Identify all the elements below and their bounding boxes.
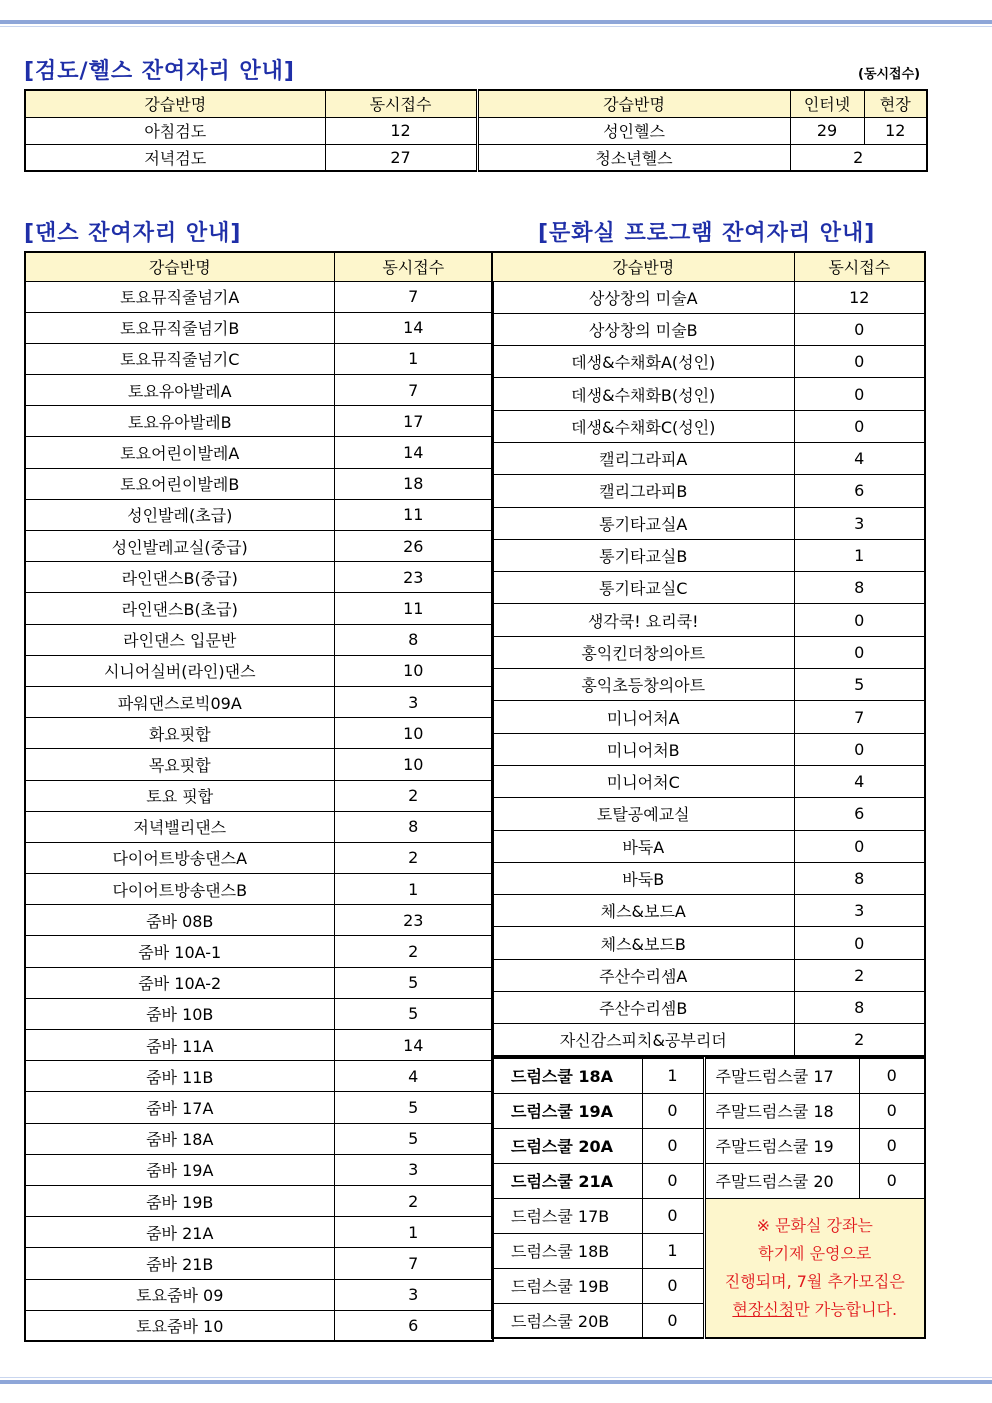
class-name: 줌바 19A xyxy=(25,1154,334,1185)
seat-count: 0 xyxy=(642,1093,704,1128)
class-name: 저녁검도 xyxy=(25,144,325,171)
table-row xyxy=(25,936,493,967)
seat-count: 17 xyxy=(334,406,493,437)
class-name: 줌바 19B xyxy=(25,1185,334,1216)
class-name: 줌바 10A-2 xyxy=(25,967,334,998)
seat-count: 8 xyxy=(334,624,493,655)
class-name: 통기타교실C xyxy=(492,572,794,604)
seat-count: 8 xyxy=(334,811,493,842)
table-row xyxy=(492,475,925,507)
seat-count: 0 xyxy=(794,410,925,442)
seat-count: 12 xyxy=(794,281,925,313)
table-row xyxy=(25,1248,493,1279)
table-row xyxy=(492,539,925,571)
table-row xyxy=(25,375,493,406)
seat-count: 7 xyxy=(794,701,925,733)
class-name: 토요줌바 09 xyxy=(25,1279,334,1310)
seat-count: 4 xyxy=(794,442,925,474)
class-name: 라인댄스B(중급) xyxy=(25,562,334,593)
seat-count: 0 xyxy=(642,1163,704,1198)
seat-count: 3 xyxy=(794,895,925,927)
seat-count: 7 xyxy=(334,1248,493,1279)
table-row xyxy=(492,733,925,765)
class-name: 아침검도 xyxy=(25,117,325,144)
table-row xyxy=(25,1092,493,1123)
table-row xyxy=(25,1185,493,1216)
table-row xyxy=(25,624,493,655)
internet-count: 29 xyxy=(790,117,864,144)
seat-count: 7 xyxy=(334,375,493,406)
table-row xyxy=(492,636,925,668)
kendo-health-note: (동시접수) xyxy=(858,67,921,82)
class-name: 상상창의 미술A xyxy=(492,281,794,313)
class-name: 드럼스쿨 20B xyxy=(492,1303,642,1338)
seat-count: 2 xyxy=(334,1185,493,1216)
class-name: 저녁밸리댄스 xyxy=(25,811,334,842)
table-row xyxy=(492,572,925,604)
class-name: 토요 핏합 xyxy=(25,780,334,811)
kendo-header-class: 강습반명 xyxy=(25,90,325,117)
class-name: 상상창의 미술B xyxy=(492,313,794,345)
class-name: 드럼스쿨 17B xyxy=(492,1198,642,1233)
seat-count: 0 xyxy=(642,1198,704,1233)
dance-title: [댄스 잔여자리 안내] xyxy=(24,221,242,246)
table-row xyxy=(492,895,925,927)
table-row xyxy=(492,927,925,959)
seat-count: 14 xyxy=(334,1030,493,1061)
table-row xyxy=(25,1310,493,1341)
seat-count: 10 xyxy=(334,655,493,686)
seat-count: 1 xyxy=(794,539,925,571)
table-row xyxy=(25,468,493,499)
class-name: 줌바 21A xyxy=(25,1217,334,1248)
seat-count: 4 xyxy=(334,1061,493,1092)
seat-count: 2 xyxy=(334,780,493,811)
table-row xyxy=(25,1154,493,1185)
class-name: 성인발레(초급) xyxy=(25,499,334,530)
table-row xyxy=(492,313,925,345)
seat-count: 4 xyxy=(794,765,925,797)
class-name: 라인댄스 입문반 xyxy=(25,624,334,655)
seat-count: 18 xyxy=(334,468,493,499)
table-row xyxy=(25,437,493,468)
kendo-header-count: 동시접수 xyxy=(325,90,477,117)
table-row xyxy=(25,593,493,624)
seat-count: 0 xyxy=(794,346,925,378)
class-name: 바둑B xyxy=(492,862,794,894)
seat-count: 14 xyxy=(334,437,493,468)
table-row xyxy=(25,343,493,374)
notice-line xyxy=(706,1296,925,1324)
seat-count: 27 xyxy=(325,144,477,171)
seat-count: 2 xyxy=(794,1024,925,1056)
table-row xyxy=(492,701,925,733)
seat-count: 1 xyxy=(334,874,493,905)
seat-count: 11 xyxy=(334,593,493,624)
table-row xyxy=(492,1163,925,1198)
class-name: 토요어린이발레B xyxy=(25,468,334,499)
class-name: 줌바 10A-1 xyxy=(25,936,334,967)
dance-header-count: 동시접수 xyxy=(334,252,493,281)
table-row xyxy=(25,1030,493,1061)
class-name: 통기타교실A xyxy=(492,507,794,539)
class-name: 토요어린이발레A xyxy=(25,437,334,468)
class-name: 줌바 17A xyxy=(25,1092,334,1123)
table-row xyxy=(25,749,493,780)
class-name: 줌바 21B xyxy=(25,1248,334,1279)
seat-count: 5 xyxy=(334,1123,493,1154)
table-row xyxy=(25,718,493,749)
class-name: 데생&수채화C(성인) xyxy=(492,410,794,442)
table-row xyxy=(492,959,925,991)
seat-count: 23 xyxy=(334,905,493,936)
class-name: 화요핏합 xyxy=(25,718,334,749)
table-row xyxy=(25,686,493,717)
class-name: 바둑A xyxy=(492,830,794,862)
class-name: 드럼스쿨 20A xyxy=(492,1128,642,1163)
table-row xyxy=(492,1058,925,1093)
class-name: 토탈공예교실 xyxy=(492,798,794,830)
table-row xyxy=(25,281,493,312)
kendo-health-title: [검도/헬스 잔여자리 안내] xyxy=(24,59,295,84)
dance-header-class: 강습반명 xyxy=(25,252,334,281)
seat-count: 5 xyxy=(334,998,493,1029)
health-header-class: 강습반명 xyxy=(477,90,790,117)
class-name: 줌바 10B xyxy=(25,998,334,1029)
seat-count: 8 xyxy=(794,992,925,1024)
class-name: 미니어처C xyxy=(492,765,794,797)
class-name: 드럼스쿨 19B xyxy=(492,1268,642,1303)
seat-count: 3 xyxy=(334,1279,493,1310)
notice-rest: 만 가능합니다. xyxy=(794,1299,898,1319)
notice-line: ※ 문화실 강좌는 xyxy=(756,1215,873,1235)
culture-header-class: 강습반명 xyxy=(492,252,794,281)
class-name: 토요유아발레B xyxy=(25,406,334,437)
seat-count: 10 xyxy=(334,718,493,749)
seat-count: 1 xyxy=(642,1058,704,1093)
seat-count: 2 xyxy=(794,959,925,991)
class-name: 다이어트방송댄스A xyxy=(25,842,334,873)
seat-count: 7 xyxy=(334,281,493,312)
class-name: 홍익킨더창의아트 xyxy=(492,636,794,668)
combined-count: 2 xyxy=(790,144,927,171)
seat-count: 2 xyxy=(334,842,493,873)
seat-count: 2 xyxy=(334,936,493,967)
table-row xyxy=(25,842,493,873)
table-row xyxy=(25,874,493,905)
seat-count: 0 xyxy=(859,1128,925,1163)
table-row xyxy=(492,862,925,894)
table-row xyxy=(25,1061,493,1092)
table-row xyxy=(25,1217,493,1248)
table-row xyxy=(492,1093,925,1128)
page-top-border xyxy=(0,20,992,24)
seat-count: 0 xyxy=(794,830,925,862)
table-row xyxy=(492,830,925,862)
seat-count: 1 xyxy=(642,1233,704,1268)
seat-count: 1 xyxy=(334,343,493,374)
table-row xyxy=(25,655,493,686)
table-row xyxy=(25,499,493,530)
class-name: 청소년헬스 xyxy=(477,144,790,171)
culture-header-count: 동시접수 xyxy=(794,252,925,281)
seat-count: 1 xyxy=(334,1217,493,1248)
table-row xyxy=(492,669,925,701)
table-row xyxy=(492,507,925,539)
class-name: 토요뮤직줄넘기B xyxy=(25,312,334,343)
kendo-health-table xyxy=(24,89,928,172)
class-name: 캘리그라피A xyxy=(492,442,794,474)
class-name: 성인헬스 xyxy=(477,117,790,144)
class-name: 미니어처B xyxy=(492,733,794,765)
class-name: 통기타교실B xyxy=(492,539,794,571)
class-name: 생각쿡! 요리쿡! xyxy=(492,604,794,636)
page-bottom-border xyxy=(0,1380,992,1384)
seat-count: 6 xyxy=(794,798,925,830)
table-row xyxy=(25,562,493,593)
class-name: 라인댄스B(초급) xyxy=(25,593,334,624)
class-name: 토요뮤직줄넘기A xyxy=(25,281,334,312)
class-name: 드럼스쿨 19A xyxy=(492,1093,642,1128)
notice-underlined: 현장신청 xyxy=(732,1299,795,1319)
health-header-internet: 인터넷 xyxy=(790,90,864,117)
class-name: 체스&보드A xyxy=(492,895,794,927)
class-name: 미니어처A xyxy=(492,701,794,733)
table-row xyxy=(492,765,925,797)
drum-table xyxy=(491,1057,926,1339)
notice-line: 학기제 운영으로 xyxy=(758,1243,872,1263)
table-row xyxy=(492,604,925,636)
seat-count: 0 xyxy=(794,733,925,765)
class-name: 토요뮤직줄넘기C xyxy=(25,343,334,374)
seat-count: 0 xyxy=(794,378,925,410)
dance-table xyxy=(24,251,494,1342)
class-name: 자신감스피치&공부리더 xyxy=(492,1024,794,1056)
class-name: 주말드럼스쿨 19 xyxy=(704,1128,859,1163)
table-row xyxy=(25,780,493,811)
table-row xyxy=(25,1123,493,1154)
seat-count: 0 xyxy=(642,1128,704,1163)
health-header-onsite: 현장 xyxy=(864,90,927,117)
class-name: 다이어트방송댄스B xyxy=(25,874,334,905)
class-name: 주산수리셈A xyxy=(492,959,794,991)
seat-count: 0 xyxy=(859,1093,925,1128)
table-row xyxy=(492,410,925,442)
seat-count: 3 xyxy=(334,1154,493,1185)
seat-count: 8 xyxy=(794,862,925,894)
seat-count: 0 xyxy=(794,604,925,636)
seat-count: 26 xyxy=(334,531,493,562)
class-name: 성인발레교실(중급) xyxy=(25,531,334,562)
table-row xyxy=(25,811,493,842)
class-name: 데생&수채화B(성인) xyxy=(492,378,794,410)
seat-count: 23 xyxy=(334,562,493,593)
table-row xyxy=(492,798,925,830)
class-name: 토요줌바 10 xyxy=(25,1310,334,1341)
class-name: 주말드럼스쿨 20 xyxy=(704,1163,859,1198)
culture-title: [문화실 프로그램 잔여자리 안내] xyxy=(538,221,876,246)
onsite-count: 12 xyxy=(864,117,927,144)
table-row xyxy=(25,144,927,171)
seat-count: 3 xyxy=(794,507,925,539)
table-row xyxy=(492,1024,925,1056)
class-name: 주말드럼스쿨 18 xyxy=(704,1093,859,1128)
table-row xyxy=(492,346,925,378)
table-row xyxy=(25,406,493,437)
table-row xyxy=(492,281,925,313)
class-name: 드럼스쿨 18B xyxy=(492,1233,642,1268)
table-row xyxy=(25,531,493,562)
seat-count: 0 xyxy=(794,636,925,668)
seat-count: 8 xyxy=(794,572,925,604)
table-row xyxy=(492,992,925,1024)
seat-count: 6 xyxy=(794,475,925,507)
class-name: 체스&보드B xyxy=(492,927,794,959)
notice-line: 진행되며, 7월 추가모집은 xyxy=(724,1271,905,1291)
table-row xyxy=(492,378,925,410)
seat-count: 11 xyxy=(334,499,493,530)
table-row xyxy=(25,998,493,1029)
seat-count: 5 xyxy=(794,669,925,701)
seat-count: 0 xyxy=(859,1058,925,1093)
culture-table xyxy=(491,251,926,1057)
class-name: 목요핏합 xyxy=(25,749,334,780)
class-name: 토요유아발레A xyxy=(25,375,334,406)
seat-count: 3 xyxy=(334,686,493,717)
class-name: 줌바 11A xyxy=(25,1030,334,1061)
table-row xyxy=(25,117,927,144)
notice-box xyxy=(704,1198,925,1338)
table-row xyxy=(492,1128,925,1163)
seat-count: 6 xyxy=(334,1310,493,1341)
table-row xyxy=(25,967,493,998)
table-row xyxy=(25,312,493,343)
class-name: 홍익초등창의아트 xyxy=(492,669,794,701)
seat-count: 5 xyxy=(334,967,493,998)
seat-count: 0 xyxy=(794,927,925,959)
class-name: 드럼스쿨 21A xyxy=(492,1163,642,1198)
class-name: 줌바 18A xyxy=(25,1123,334,1154)
class-name: 주말드럼스쿨 17 xyxy=(704,1058,859,1093)
table-row xyxy=(492,442,925,474)
class-name: 주산수리셈B xyxy=(492,992,794,1024)
class-name: 시니어실버(라인)댄스 xyxy=(25,655,334,686)
class-name: 드럼스쿨 18A xyxy=(492,1058,642,1093)
class-name: 데생&수채화A(성인) xyxy=(492,346,794,378)
class-name: 줌바 11B xyxy=(25,1061,334,1092)
page-top-border-inner xyxy=(0,26,992,27)
class-name: 파워댄스로빅09A xyxy=(25,686,334,717)
table-row xyxy=(25,1279,493,1310)
table-row xyxy=(492,1198,925,1233)
class-name: 줌바 08B xyxy=(25,905,334,936)
table-row xyxy=(25,905,493,936)
class-name: 캘리그라피B xyxy=(492,475,794,507)
seat-count: 5 xyxy=(334,1092,493,1123)
seat-count: 0 xyxy=(859,1163,925,1198)
seat-count: 10 xyxy=(334,749,493,780)
seat-count: 14 xyxy=(334,312,493,343)
seat-count: 12 xyxy=(325,117,477,144)
seat-count: 0 xyxy=(794,313,925,345)
seat-count: 0 xyxy=(642,1268,704,1303)
page-bottom-border-inner xyxy=(0,1377,992,1378)
seat-count: 0 xyxy=(642,1303,704,1338)
